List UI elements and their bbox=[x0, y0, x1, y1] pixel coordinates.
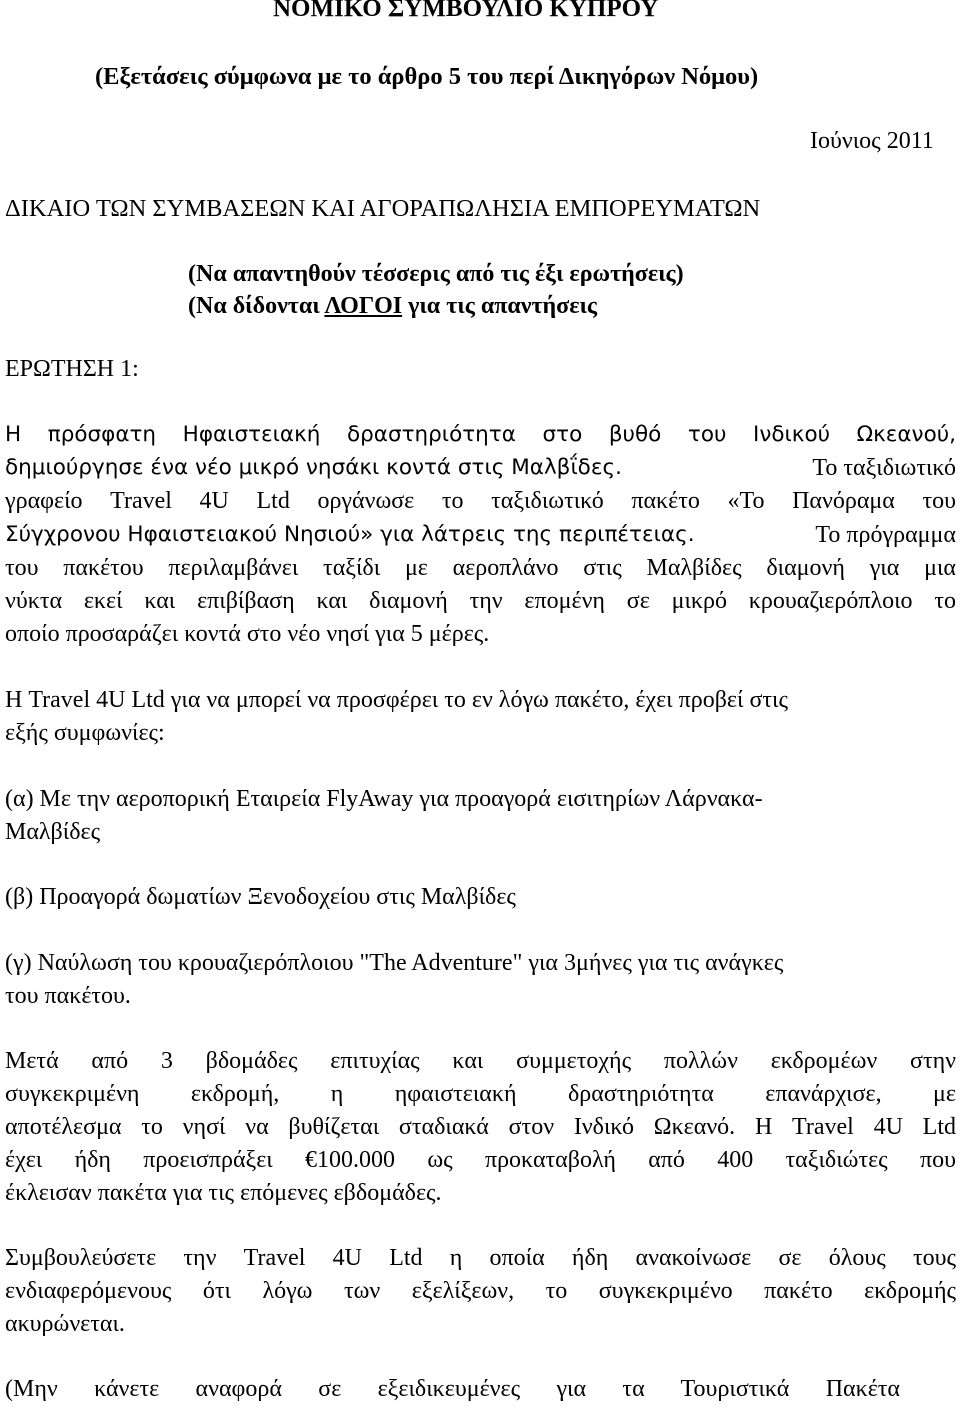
paragraph-line: οποίο προσαράζει κοντά στο νέο νησί για 5 μέρες. bbox=[5, 621, 490, 647]
paragraph-line: γραφείο Travel 4U Ltd οργάνωσε το ταξιδιωτικό πακέτο «Το Πανόραμα του bbox=[5, 488, 956, 514]
paragraph-line: αποτέλεσμα το νησί να βυθίζεται σταδιακά στον Ινδικό Ωκεανό. Η Travel 4U Ltd bbox=[5, 1114, 956, 1140]
paragraph-fragment: Το πρόγραμμα bbox=[815, 522, 956, 548]
paragraph-line: συγκεκριμένη εκδρομή, η ηφαιστειακή δραστηριότητα επανάρχισε, με bbox=[5, 1081, 956, 1107]
paragraph-line: ενδιαφερόμενους ότι λόγω των εξελίξεων, το συγκεκριμένο πακέτο εκδρομής bbox=[5, 1278, 956, 1304]
agreement-item-c-cont: του πακέτου. bbox=[5, 983, 131, 1009]
paragraph-line: νύκτα εκεί και επιβίβαση και διαμονή την επομένη σε μικρό κρουαζιερόπλοιο το bbox=[5, 588, 956, 614]
paragraph-fragment: Σύγχρονου Ηφαιστειακού Νησιού» για λάτρεις της περιπέτειας. bbox=[5, 522, 695, 547]
instructions-line-2 bbox=[188, 291, 597, 321]
paragraph-line: Μετά από 3 βδομάδες επιτυχίας και συμμετοχής πολλών εκδρομέων στην bbox=[5, 1048, 956, 1074]
agreement-item-b: (β) Προαγορά δωματίων Ξενοδοχείου στις Μαλβίδες bbox=[5, 884, 516, 910]
paragraph-line: Η Travel 4U Ltd για να μπορεί να προσφέρει το εν λόγω πακέτο, έχει προβεί στις bbox=[5, 687, 788, 713]
agreement-item-c: (γ) Ναύλωση του κρουαζιερόπλοιου "The Adventure" για 3μήνες για τις ανάγκες bbox=[5, 950, 784, 976]
question-label: ΕΡΩΤΗΣΗ 1: bbox=[5, 356, 139, 382]
document-title: ΝΟΜΙΚΟ ΣΥΜΒΟΥΛΙΟ ΚΥΠΡΟΥ bbox=[273, 0, 659, 22]
exam-subject: ΔΙΚΑΙΟ ΤΩΝ ΣΥΜΒΑΣΕΩΝ ΚΑΙ ΑΓΟΡΑΠΩΛΗΣΙΑ ΕΜΠΟΡΕΥΜΑΤΩΝ bbox=[5, 195, 761, 222]
paragraph-line: εξής συμφωνίες: bbox=[5, 720, 165, 746]
paragraph-line: (Μην κάνετε αναφορά σε εξειδικευμένες για τα Τουριστικά Πακέτα bbox=[5, 1376, 900, 1402]
paragraph-line: ακυρώνεται. bbox=[5, 1311, 125, 1337]
exam-date: Ιούνιος 2011 bbox=[810, 128, 934, 154]
agreement-item-a: (α) Με την αεροπορική Εταιρεία FlyAway για προαγορά εισιτηρίων Λάρνακα- bbox=[5, 786, 763, 812]
agreement-item-a-cont: Μαλβίδες bbox=[5, 819, 101, 845]
paragraph-line: Συμβουλεύσετε την Travel 4U Ltd η οποία ήδη ανακοίνωσε σε όλους τους bbox=[5, 1245, 956, 1271]
instructions-prefix: (Να δίδονται bbox=[188, 293, 325, 319]
paragraph-line: Η πρόσφατη Ηφαιστειακή δραστηριότητα στο βυθό του Ινδικού Ωκεανού, bbox=[5, 422, 956, 447]
paragraph-line: του πακέτου περιλαμβάνει ταξίδι με αεροπλάνο στις Μαλβίδες διαμονή για μια bbox=[5, 555, 956, 581]
paragraph-line: έκλεισαν πακέτα για τις επόμενες εβδομάδες. bbox=[5, 1180, 442, 1206]
paragraph-fragment: δημιούργησε ένα νέο μικρό νησάκι κοντά στις Μαλβΐδες. bbox=[5, 455, 622, 480]
paragraph-fragment: Το ταξιδιωτικό bbox=[812, 455, 956, 481]
document-subtitle: (Εξετάσεις σύμφωνα με το άρθρο 5 του περί Δικηγόρων Νόμου) bbox=[95, 63, 759, 90]
instructions-reasons: ΛΟΓΟΙ bbox=[324, 293, 403, 319]
instructions-line-1: (Να απαντηθούν τέσσερις από τις έξι ερωτήσεις) bbox=[188, 261, 684, 287]
paragraph-line: έχει ήδη προεισπράξει €100.000 ως προκαταβολή από 400 ταξιδιώτες που bbox=[5, 1147, 956, 1173]
instructions-suffix: για τις απαντήσεις bbox=[402, 293, 598, 319]
